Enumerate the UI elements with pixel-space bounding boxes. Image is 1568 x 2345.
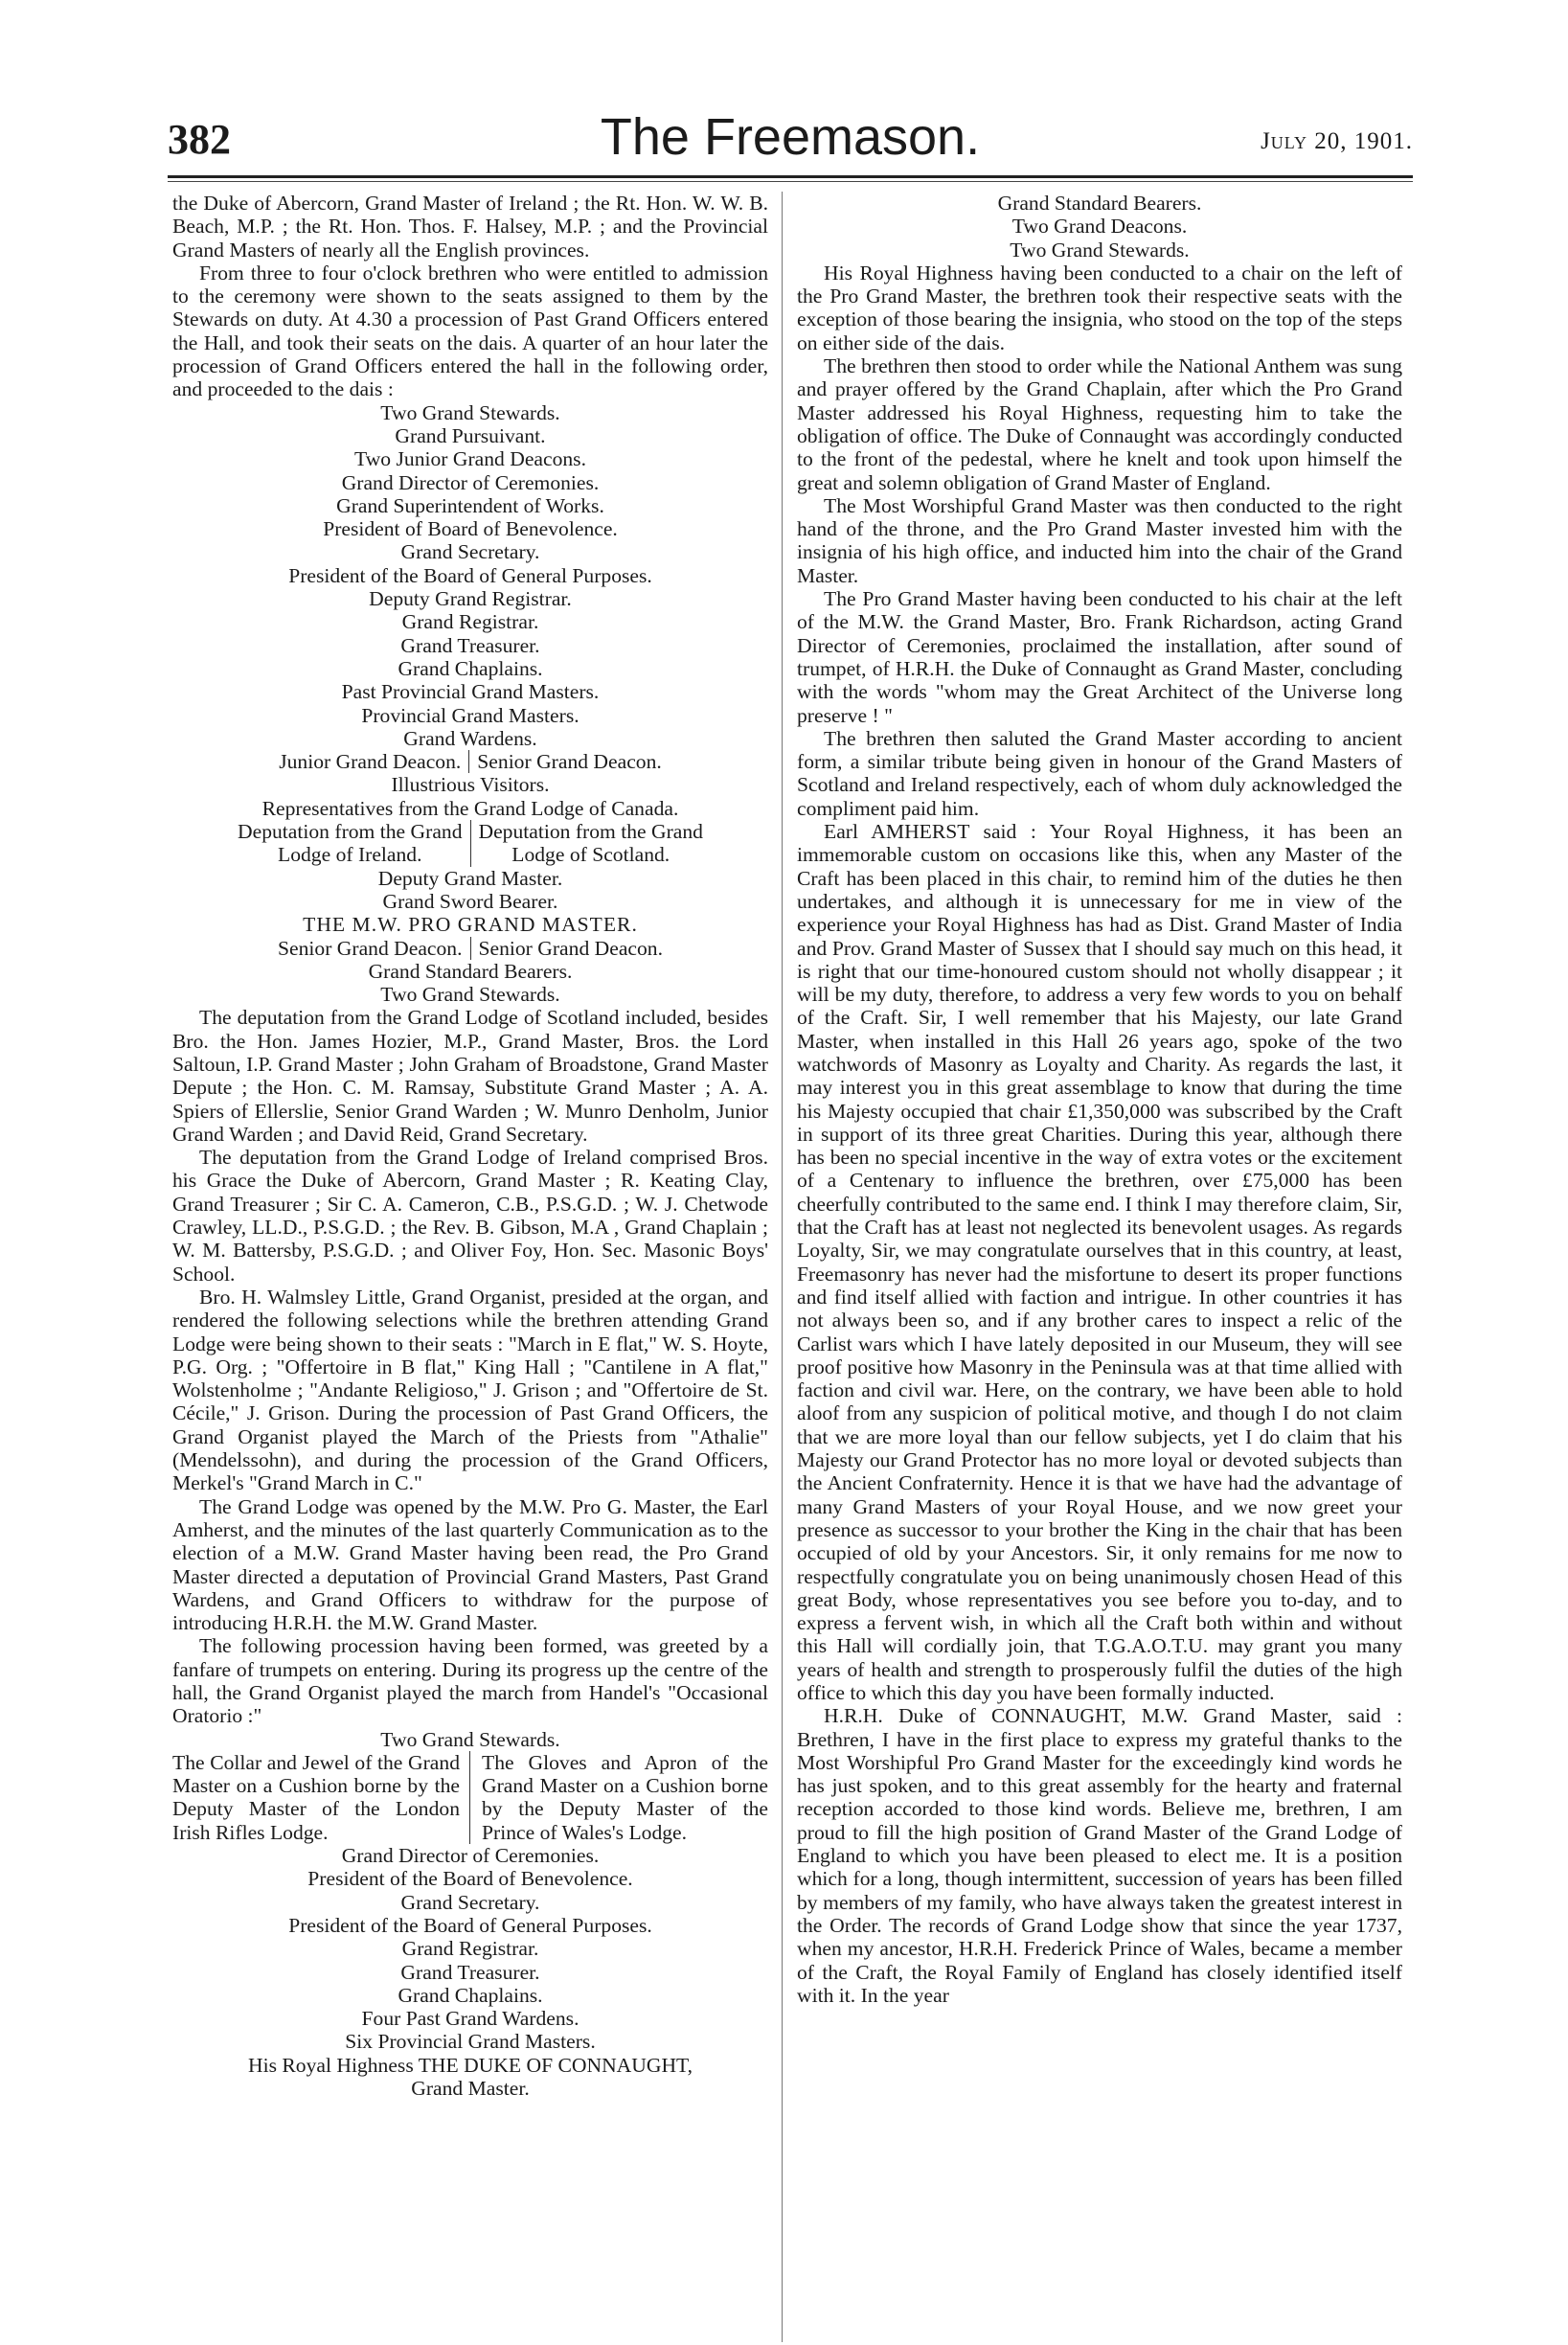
procession-item: Illustrious Visitors. [391, 773, 550, 797]
publication-title: The Freemason. [600, 108, 981, 166]
procession-item: Two Grand Stewards. [380, 1727, 560, 1751]
pro-grand-master-line: THE M.W. PRO GRAND MASTER. [303, 913, 638, 937]
procession-list [797, 192, 1402, 262]
procession-item: Grand Secretary. [400, 1890, 540, 1914]
masthead-rule-thin [168, 181, 1413, 182]
procession-item: President of the Board of General Purposes. [288, 1913, 652, 1937]
procession-item: Two Grand Stewards. [380, 400, 560, 424]
procession-item: Grand Treasurer. [400, 633, 540, 657]
procession-item: Grand Treasurer. [400, 1960, 540, 1984]
paragraph: From three to four o'clock brethren who were entitled to admission to the ceremony were shown to the seats assigned to them by the Stewards on duty. At 4.30 a procession of Past Grand Officers entered the Hall, and took their seats on the dais. A quarter of an hour later the procession of Grand Officers entered the hall in the following order, and proceeded to the dais : [172, 261, 768, 401]
procession-cushion-pair [172, 1751, 768, 1844]
procession-item: Grand Director of Ceremonies. [341, 1844, 600, 1868]
paragraph: The Most Worshipful Grand Master was then conducted to the right hand of the throne, and the Pro Grand Master invested him with the insignia of his high office, and inducted him into the chair of the Grand Master. [797, 493, 1402, 587]
procession-item: Deputy Grand Master. [377, 866, 563, 890]
paragraph: The brethren then stood to order while the National Anthem was sung and prayer offered by the Grand Chaplain, after which the Pro Grand Master addressed his Royal Highness, requesting him to take the obligation of office. The Duke of Connaught was accordingly conducted to the front of the pedestal, where he knelt and took upon himself the great and solemn obligation of Grand Master of England. [797, 354, 1402, 494]
left-column [172, 192, 768, 2100]
procession-item: Six Provincial Grand Masters. [345, 2030, 596, 2054]
procession-pair-right: Senior Grand Deacon. [477, 750, 662, 774]
procession-item: Grand Secretary. [400, 540, 540, 564]
cushion-left: The Collar and Jewel of the Grand Master on a Cushion borne by the Deputy Master of the London Irish Rifles Lodge. [172, 1750, 460, 1844]
procession-item: Provincial Grand Masters. [361, 703, 579, 727]
procession-item: Representatives from the Grand Lodge of Canada. [261, 796, 679, 820]
paragraph: The following procession having been formed, was greeted by a fanfare of trumpets on entering. During its progress up the centre of the hall, the Grand Organist played the march from Handel's "Occasional Oratorio :" [172, 1634, 768, 1728]
procession-list [172, 960, 768, 1007]
paragraph: The brethren then saluted the Grand Master according to ancient form, a similar tribute being given in honour of the Grand Masters of Scotland and Ireland respectively, each of whom duly acknowledged the compliment paid him. [797, 726, 1402, 820]
procession-pair [172, 820, 768, 867]
procession-list [172, 773, 768, 820]
procession-item: Grand Pursuivant. [395, 423, 546, 447]
paragraph: The Grand Lodge was opened by the M.W. Pro G. Master, the Earl Amherst, and the minutes of the last quarterly Communication as to the election of a M.W. Grand Master having been read, the Pro Grand Master directed a deputation of Provincial Grand Masters, Past Grand Wardens, and Grand Officers to withdraw for the purpose of introducing H.R.H. the M.W. Grand Master. [172, 1494, 768, 1635]
procession-item: Two Junior Grand Deacons. [354, 447, 586, 471]
right-column [797, 192, 1402, 2007]
paragraph: The deputation from the Grand Lodge of Scotland included, besides Bro. the Hon. James Hozier, M.P., Grand Master, Bros. the Lord Saltoun, I.P. Grand Master ; John Graham of Broadstone, Grand Master Depute ; the Hon. C. M. Ramsay, Substitute Grand Master ; A. A. Spiers of Ellerslie, Senior Grand Warden ; W. Munro Denholm, Junior Grand Warden ; and David Reid, Grand Secretary. [172, 1006, 768, 1146]
procession-item: Grand Superintendent of Works. [336, 493, 604, 517]
procession-pair [172, 937, 768, 960]
column-divider [782, 192, 783, 2342]
procession-pair-right: Senior Grand Deacon. [478, 936, 663, 960]
procession-item: Grand Standard Bearers. [997, 192, 1202, 215]
procession-item: Two Grand Stewards. [1010, 238, 1190, 262]
procession-item: Deputy Grand Registrar. [369, 587, 572, 611]
procession-item: President of the Board of General Purposes. [288, 563, 652, 587]
masthead [168, 107, 1413, 174]
procession-item: Past Provincial Grand Masters. [341, 680, 600, 704]
procession-pair-left: Senior Grand Deacon. [278, 936, 463, 960]
procession-item: Grand Chaplains. [398, 1983, 543, 2007]
cushion-right: The Gloves and Apron of the Grand Master on a Cushion borne by the Deputy Master of the Prince of Wales's Lodge. [482, 1750, 768, 1844]
procession-pair-left: Junior Grand Deacon. [279, 750, 462, 774]
amherst-speech: Earl AMHERST said : Your Royal Highness, it has been an immemorable custom on occasions like this, when any Master of the Craft has been placed in this chair, to remind him of the duties he then undertakes, and although it is unnecessary for me in view of the experience your Royal Highness has had as Dist. Grand Master of India and Prov. Grand Master of Sussex that I should say much on this head, it is right that our time-honoured custom should not wholly disappear ; it will be my duty, therefore, to address a very few words to you on behalf of the Craft. Sir, I well remember that his Majesty, our late Grand Master, when installed in this Hall 26 years ago, spoke of the two watchwords of Masonry as Loyalty and Charity. As regards the last, it may interest you in this great assemblage to know that during the time his Majesty occupied that chair £1,350,000 was subscribed by the Craft in support of its three great Charities. During this year, although there has been no special incentive in the way of extra votes or the excitement of a Centenary to influence the brethren, over £75,000 has been cheerfully contributed to the same end. I think I may therefore claim, Sir, that the Craft has at least not neglected its benevolent usages. As regards Loyalty, Sir, we may congratulate ourselves that in this country, at least, Freemasonry has never had the misfortune to desert its proper functions and find itself allied with faction and intrigue. In other countries it has not always been so, and if any brother cares to inspect a relic of the Carlist wars which I have lately deposited in our Museum, they will see proof positive how Masonry in the Peninsula was at that time allied with faction and civil war. Here, on the contrary, we have been able to hold aloof from any suspicion of political motive, and though I do not claim that we are more loyal than our fellow subjects, yet I do claim that his Majesty our Grand Protector has no more loyal or devoted subjects than the Ancient Confraternity. Hence it is that we have had the advantage of many Grand Masters of your Royal House, and we now greet your presence as successor to your brother the King in the chair that has been occupied of old by your Ancestors. Sir, it only remains for me now to respectfully congratulate you on being unanimously chosen Head of this great Body, whose representatives you see before you to-day, and to express a fervent wish, in which all the Craft both within and without this Hall will cordially join, that T.G.A.O.T.U. may grant you many years of health and strength to prosperously fulfil the duties of the high office to which this day you have been formally inducted. [797, 820, 1402, 1704]
connaught-speech: H.R.H. Duke of CONNAUGHT, M.W. Grand Master, said : Brethren, I have in the first place to express my grateful thanks to the Most Worshipful Pro Grand Master for the exceedingly kind words he has just spoken, and to this great assembly for the hearty and fraternal reception accorded to those kind words. Believe me, brethren, I am proud to fill the high position of Grand Master of the Grand Lodge of England to which you have been pleased to elect me. It is a position which for a long, though intermittent, succession of years has been filled by members of my family, who have always taken the greatest interest in the Order. The records of Grand Lodge show that since the year 1737, when my ancestor, H.R.H. Frederick Prince of Wales, became a member of the Craft, the Royal Family of England has closely identified itself with it. In the year [797, 1704, 1402, 2007]
procession-item: Grand Standard Bearers. [368, 959, 573, 983]
procession-pair [172, 750, 768, 773]
procession-item: Two Grand Deacons. [1011, 215, 1188, 239]
paragraph: the Duke of Abercorn, Grand Master of Ireland ; the Rt. Hon. W. W. B. Beach, M.P. ; the Rt. Hon. Thos. F. Halsey, M.P. ; and the Provincial Grand Masters of nearly all the English provinces. [172, 192, 768, 262]
page-number: 382 [168, 116, 231, 163]
procession-item: Grand Chaplains. [398, 656, 543, 680]
paragraph: The deputation from the Grand Lodge of Ireland comprised Bros. his Grace the Duke of Abercorn, Grand Master ; R. Keating Clay, Grand Treasurer ; Sir C. A. Cameron, C.B., P.S.G.D. ; W. J. Chetwode Crawley, LL.D., P.S.G.D. ; the Rev. B. Gibson, M.A , Grand Chaplain ; W. M. Battersby, P.S.G.D. ; and Oliver Foy, Hon. Sec. Masonic Boys' School. [172, 1146, 768, 1286]
paragraph: Bro. H. Walmsley Little, Grand Organist, presided at the organ, and rendered the following selections while the brethren attending Grand Lodge were being shown to their seats : "March in E flat," W. S. Hoyte, P.G. Org. ; "Offertoire in B flat," King Hall ; "Cantilene in A flat," Wolstenholme ; "Andante Religioso," J. Grison ; and "Offertoire de St. Cécile," J. Grison. During the procession of Past Grand Officers, the Grand Organist played the March of the Priests from "Athalie" (Mendelssohn), and during the procession of the Grand Officers, Merkel's "Grand March in C." [172, 1285, 768, 1495]
procession-item: Grand Sword Bearer. [382, 889, 558, 913]
procession-list [172, 401, 768, 750]
hrh-title: Grand Master. [411, 2077, 530, 2101]
procession-item: President of the Board of Benevolence. [307, 1867, 633, 1891]
procession-list [172, 867, 768, 937]
hrh-line: His Royal Highness THE DUKE OF CONNAUGHT, [247, 2053, 693, 2077]
procession-list [172, 1844, 768, 2100]
paragraph: His Royal Highness having been conducted to a chair on the left of the Pro Grand Master, the brethren took their respective seats with the exception of those bearing the insignia, who stood on the top of the steps on either side of the dais. [797, 261, 1402, 354]
procession-item: Four Past Grand Wardens. [361, 2007, 579, 2031]
issue-date: July 20, 1901. [1261, 128, 1413, 154]
procession-item: Grand Registrar. [401, 610, 539, 634]
procession-item: Grand Director of Ceremonies. [341, 470, 600, 494]
procession-item: Two Grand Stewards. [380, 983, 560, 1007]
procession-pair-left: Deputation from the Grand Lodge of Ireland. [238, 820, 463, 867]
masthead-rule-thick [168, 175, 1413, 178]
procession-pair-right: Deputation from the Grand Lodge of Scotland. [478, 820, 703, 867]
paragraph: The Pro Grand Master having been conducted to his chair at the left of the M.W. the Grand Master, Bro. Frank Richardson, acting Grand Director of Ceremonies, proclaimed the installation, after sound of trumpet, of H.R.H. the Duke of Connaught as Grand Master, concluding with the words "whom may the Great Architect of the Universe long preserve ! " [797, 587, 1402, 727]
procession-item: President of Board of Benevolence. [323, 517, 618, 541]
procession-item: Grand Wardens. [403, 726, 537, 750]
procession-item: Grand Registrar. [401, 1937, 539, 1961]
